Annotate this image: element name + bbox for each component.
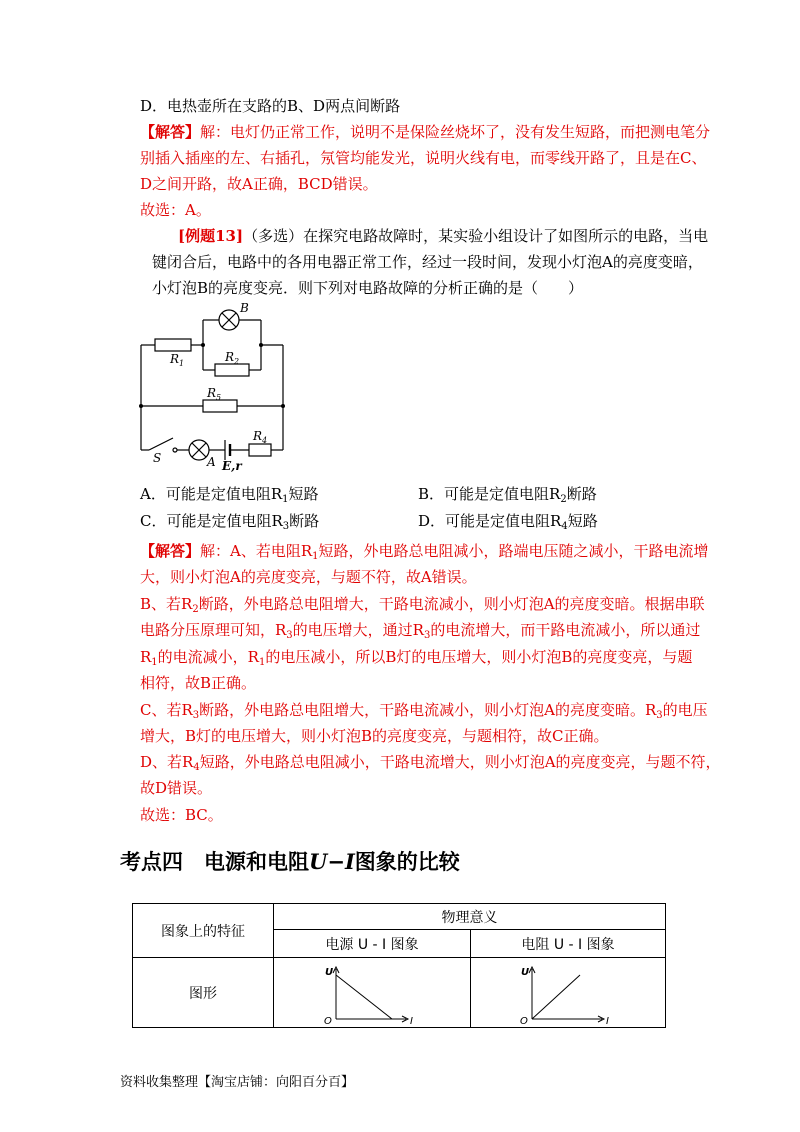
label-r5-sub: 5 (216, 393, 222, 402)
example-tag: [例题13] (178, 227, 244, 245)
footer-watermark: 资料收集整理【淘宝店铺：向阳百分百】 (120, 1075, 355, 1090)
source-origin: O (324, 1015, 332, 1025)
label-r2: R (225, 350, 235, 364)
answer-1-line-3: D之间开路，故A正确，BCD错误。 (140, 175, 378, 193)
option-d-previous: D．电热壶所在支路的B、D两点间断路 (140, 97, 401, 115)
option-b[interactable]: B．可能是定值电阻$R_2$断路 (418, 485, 597, 505)
section-heading: 考点四 电源和电阻U−I图象的比较 (120, 849, 460, 874)
answer-1-text-1: 解：电灯仍正常工作，说明不是保险丝烧坏了，没有发生短路，而把测电笔分 (200, 123, 711, 141)
option-d[interactable]: D．可能是定值电阻$R_4$短路 (418, 512, 598, 532)
label-r2-sub: 2 (234, 357, 240, 366)
resistor-origin: O (520, 1015, 528, 1025)
answer-2-line-1: 【解答】解：A、若电阻$R_1$短路，外电路总电阻减小，路端电压随之减小，干路电流增 (140, 542, 709, 562)
resistor-axis-i: I (606, 1015, 609, 1025)
answer-1-choice: 故选：A。 (140, 201, 211, 219)
answer-tag: 【解答】 (140, 123, 201, 141)
answer-2-line-7: C、若$R_3$断路，外电路总电阻增大，干路电流减小，则小灯泡A的亮度变暗。$R_3$的电压 (140, 701, 708, 721)
resistor-graph-cell (471, 958, 666, 1028)
option-c[interactable]: C．可能是定值电阻$R_3$断路 (140, 512, 320, 532)
answer-2-tag: 【解答】 (140, 542, 201, 560)
resistor-r1 (155, 339, 191, 351)
answer-2-line-5: $R_1$的电流减小，$R_1$的电压减小，所以B灯的电压增大，则小灯泡B的亮度变亮，与题 (140, 648, 693, 668)
header-source-graph: 电源 U - I 图象 (274, 930, 471, 958)
resistor-r2 (215, 364, 249, 376)
example-13-line-1 (178, 226, 708, 246)
label-r5: R (207, 386, 217, 400)
option-a[interactable]: A．可能是定值电阻$R_1$短路 (140, 485, 319, 505)
source-ui-graph (322, 963, 422, 1025)
answer-2-choice: 故选：BC。 (140, 806, 223, 824)
answer-1-line-2: 别插入插座的左、右插孔，氖管均能发光，说明火线有电，而零线开路了，且是在C、 (140, 149, 707, 167)
example-text-1: （多选）在探究电路故障时，某实验小组设计了如图所示的电路，当电 (243, 227, 709, 245)
example-13-line-2: 键闭合后，电路中的各用电器正常工作，经过一段时间，发现小灯泡A的亮度变暗， (152, 253, 703, 271)
label-er: E,r (222, 459, 242, 473)
answer-2-line-6: 相符，故B正确。 (140, 674, 257, 692)
label-a: A (207, 455, 216, 469)
resistor-axis-u: U (521, 966, 530, 978)
circuit-diagram (125, 300, 305, 475)
label-s: S (153, 451, 162, 465)
answer-2-line-10: 故D错误。 (140, 779, 213, 797)
resistor-ui-graph (518, 963, 618, 1025)
comparison-table (132, 903, 666, 1028)
header-feature: 图象上的特征 (133, 904, 274, 958)
answer-2-line-9: D、若$R_4$短路，外电路总电阻减小，干路电流增大，则小灯泡A的亮度变亮，与题不符， (140, 753, 721, 773)
label-r4-sub: 4 (262, 436, 268, 445)
header-resistor-graph: 电阻 U - I 图象 (471, 930, 666, 958)
answer-2-line-2: 大，则小灯泡A的亮度变亮，与题不符，故A错误。 (140, 568, 477, 586)
answer-2-line-4: 电路分压原理可知，$R_3$的电压增大，通过$R_3$的电流增大，而干路电流减小，所以通过 (140, 621, 701, 641)
answer-1-line-1 (140, 122, 710, 142)
answer-2-line-3: B、若$R_2$断路，外电路总电阻增大，干路电流减小，则小灯泡A的亮度变暗。根据串联 (140, 595, 705, 615)
source-axis-i: I (410, 1015, 413, 1025)
label-b: B (240, 301, 249, 315)
answer-2-line-8: 增大，B灯的电压增大，则小灯泡B的亮度变亮，与题相符，故C正确。 (140, 727, 609, 745)
example-13-line-3: 小灯泡B的亮度变亮．则下列对电路故障的分析正确的是（ ） (152, 279, 584, 297)
label-r4: R (253, 429, 263, 443)
header-meaning: 物理意义 (274, 904, 666, 930)
label-r1: R (170, 352, 180, 366)
source-graph-cell (274, 958, 471, 1028)
resistor-r4 (249, 444, 271, 456)
row-shape-label: 图形 (133, 958, 274, 1028)
source-axis-u: U (325, 966, 334, 978)
label-r1-sub: 1 (179, 359, 185, 368)
